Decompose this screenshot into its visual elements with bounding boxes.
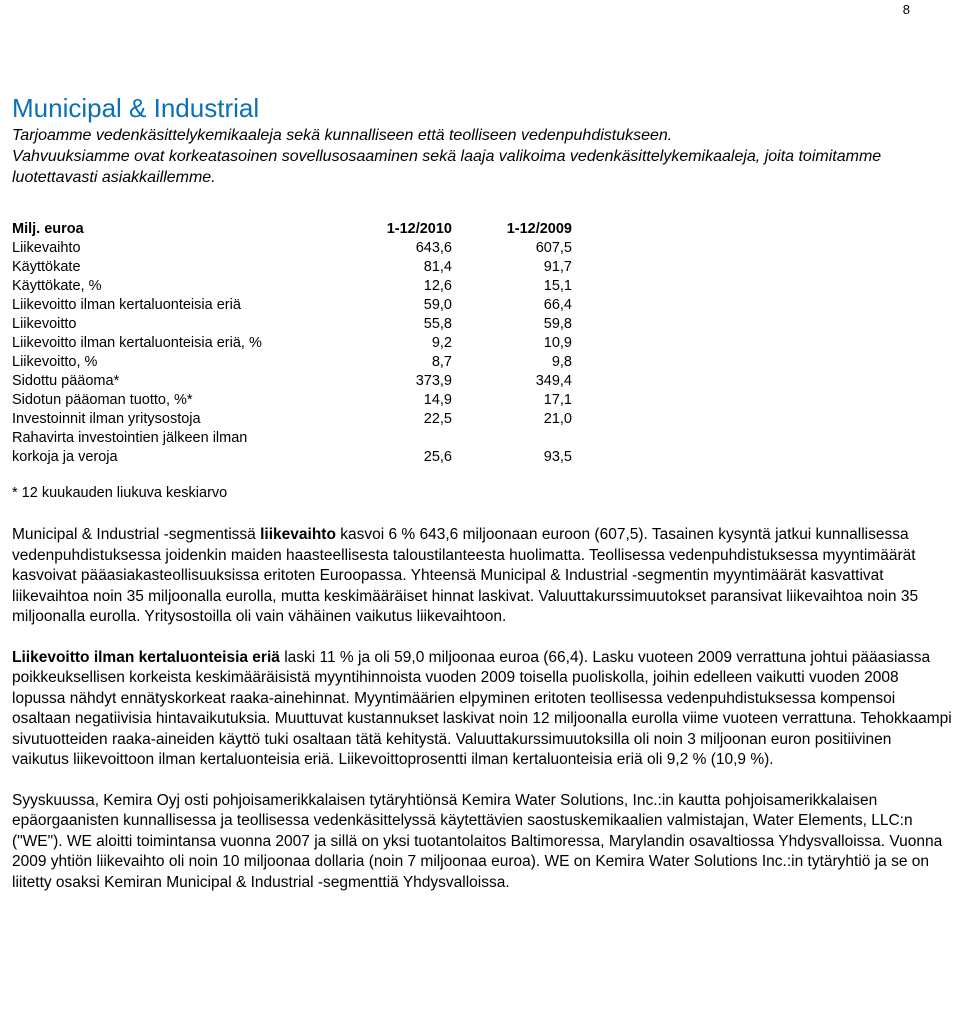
value-2009: 93,5 [543, 449, 572, 465]
row-label: Liikevoitto ilman kertaluonteisia eriä, % [12, 335, 262, 351]
table-row [12, 276, 572, 295]
row-label: Liikevoitto, % [12, 354, 98, 370]
value-2009 [452, 428, 572, 447]
section-heading: Municipal & Industrial [12, 93, 260, 123]
header-2010: 1-12/2010 [386, 221, 452, 237]
value-2009: 10,9 [543, 335, 572, 351]
table-row [12, 314, 572, 333]
value-2010: 22,5 [423, 411, 452, 427]
table-row [12, 257, 572, 276]
value-2010: 59,0 [423, 297, 452, 313]
intro-line-2: Vahvuuksiamme ovat korkeatasoinen sovellusosaaminen sekä laaja valikoima vedenkäsittelykemikaaleja, joita toimitamme luotettavasti asiakkaillemme. [12, 148, 882, 186]
header-unit: Milj. euroa [12, 221, 84, 237]
table-row [12, 447, 572, 466]
paragraph-acquisition: Syyskuussa, Kemira Oyj osti pohjoisamerikkalaisen tytäryhtiönsä Kemira Water Solutions, Inc.:in kautta pohjoisamerikkalaisen epäorgaanisten kunnallisessa ja teollisessa vedenkäsittelyssä käytettävien saostuskemikaalien valmistajan, Water Elements, LLC:n ("WE"). WE aloitti toimintansa vuonna 2007 ja sillä on yksi tuotantolaitos Baltimoressa, Marylandin osavaltiossa Yhdysvalloissa. Vuonna 2009 yhtiön liikevaihto oli noin 10 miljoonaa dollaria (noin 7 miljoonaa euroa). WE on Kemira Water Solutions Inc.:in tytäryhtiö ja se on liitetty osaksi Kemiran Municipal & Industrial -segmenttiä Yhdysvalloissa. [12, 791, 943, 891]
value-2010: 81,4 [423, 259, 452, 275]
table-row [12, 295, 572, 314]
value-2009: 66,4 [543, 297, 572, 313]
value-2010: 373,9 [415, 373, 452, 389]
value-2010: 14,9 [423, 392, 452, 408]
row-label: Liikevoitto ilman kertaluonteisia eriä [12, 297, 241, 313]
row-label: Liikevoitto [12, 316, 77, 332]
intro-line-1: Tarjoamme vedenkäsittelykemikaaleja sekä kunnalliseen että teolliseen vedenpuhdistukseen. [12, 127, 673, 144]
table-row [12, 428, 572, 447]
paragraph-text: laski 11 % ja oli 59,0 miljoonaa euroa (66,4). Lasku vuoteen 2009 verrattuna johtui pääasiassa poikkeuksellisen korkeista keskimääräisistä myyntihinnoista vuoden 2009 toisella puoliskolla, joihin edelleen vaikutti vuoden 2008 lopussa nähdyt ennätyskorkeat raaka-ainehinnat. Myyntimäärien elpyminen eritoten teollisessa vedenpuhdistuksessa kompensoi osaltaan negatiivisia hintavaikutuksia. Muuttuvat kustannukset laskivat noin 12 miljoonalla eurolla viime vuoteen verrattuna. Tehokkaampi sivutuotteiden raaka-aineiden käyttö tuki osaltaan tätä kehitystä. Valuuttakurssimuutoksilla oli noin 3 miljoonan euron positiivinen vaikutus liikevoittoon ilman kertaluonteisia eriä. Liikevoittoprosentti ilman kertaluonteisia eriä oli 9,2 % (10,9 %). [12, 648, 952, 768]
row-label: Sidotun pääoman tuotto, %* [12, 392, 193, 408]
value-2009: 15,1 [543, 278, 572, 294]
table-row [12, 238, 572, 257]
row-label: Investoinnit ilman yritysostoja [12, 411, 201, 427]
bold-term: Liikevoitto ilman kertaluonteisia eriä [12, 648, 280, 666]
table-footnote: * 12 kuukauden liukuva keskiarvo [12, 485, 228, 501]
value-2010: 643,6 [415, 240, 452, 256]
table-row [12, 371, 572, 390]
paragraph-revenue [12, 525, 952, 628]
header-2009: 1-12/2009 [506, 221, 572, 237]
table-row [12, 390, 572, 409]
bold-term: liikevaihto [260, 526, 336, 543]
value-2010: 12,6 [423, 278, 452, 294]
paragraph-text: kasvoi 6 % 643,6 miljoonaan euroon (607,5). Tasainen kysyntä jatkui kunnallisessa vedenpuhdistuksessa joidenkin maiden haasteellisesta taloustilanteesta huolimatta. Teollisessa vedenpuhdistuksessa myyntimäärät kasvoivat pääasiakasteollisuuksissa eritoten Euroopassa. Yhteensä Municipal & Industrial -segmentin myyntimäärät kasvattivat liikevaihtoa noin 35 miljoonalla eurolla, mutta keskimääräiset hinnat laskivat. Valuuttakurssimuutokset paransivat liikevaihtoa noin 35 miljoonalla eurolla. Yritysostoilla oli vain vähäinen vaikutus liikevaihtoon. [12, 526, 919, 625]
value-2009: 349,4 [535, 373, 572, 389]
paragraph-text: Municipal & Industrial -segmentissä [12, 526, 261, 543]
value-2009: 59,8 [543, 316, 572, 332]
table-header-row [12, 218, 572, 238]
table-row [12, 352, 572, 371]
table-row [12, 333, 572, 352]
value-2009: 17,1 [543, 392, 572, 408]
value-2009: 9,8 [551, 354, 572, 370]
value-2010: 55,8 [423, 316, 452, 332]
value-2010: 9,2 [431, 335, 452, 351]
row-label: Käyttökate [12, 259, 81, 275]
table-row [12, 409, 572, 428]
value-2009: 21,0 [543, 411, 572, 427]
value-2010: 8,7 [431, 354, 452, 370]
row-label: Rahavirta investointien jälkeen ilman [12, 430, 248, 446]
key-figures-table [12, 218, 572, 466]
row-label: Käyttökate, % [12, 278, 102, 294]
row-label: Liikevaihto [12, 240, 81, 256]
value-2009: 91,7 [543, 259, 572, 275]
row-label: korkoja ja veroja [12, 449, 118, 465]
page-number: 8 [902, 2, 910, 17]
body-text [12, 525, 952, 913]
value-2010 [332, 428, 452, 447]
value-2009: 607,5 [535, 240, 572, 256]
paragraph-operating-profit [12, 648, 952, 771]
intro-text [12, 125, 957, 188]
row-label: Sidottu pääoma* [12, 373, 120, 389]
value-2010: 25,6 [423, 449, 452, 465]
